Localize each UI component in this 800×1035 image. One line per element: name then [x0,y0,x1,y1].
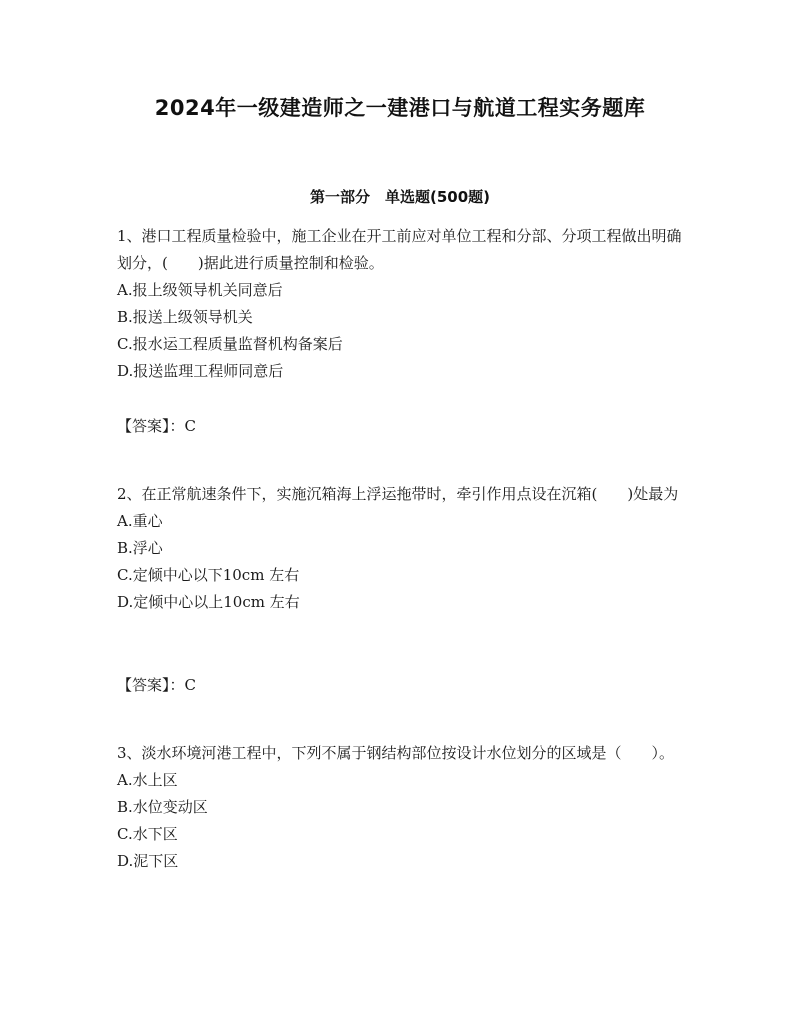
option-b: B.报送上级领导机关 [117,308,253,326]
option-a: A.重心 [117,512,163,530]
option-d: D.泥下区 [117,852,179,870]
option-b: B.浮心 [117,539,163,557]
section-title: 第一部分 单选题(500题) [309,188,491,206]
option-c: C.报水运工程质量监督机构备案后 [117,335,343,353]
option-d: D.报送监理工程师同意后 [117,362,284,380]
question-stem: 2、在正常航速条件下，实施沉箱海上浮运拖带时，牵引作用点设在沉箱( )处最为 [117,485,679,503]
answer-1: 【答案】：C [117,417,196,435]
document-title: 2024年一级建造师之一建港口与航道工程实务题库 [154,96,646,120]
option-d: D.定倾中心以上10cm 左右 [117,593,300,611]
option-a: A.报上级领导机关同意后 [117,281,283,299]
option-c: C.定倾中心以下10cm 左右 [117,566,300,584]
question-3 [117,740,683,875]
answer-2: 【答案】：C [117,676,196,694]
question-stem: 3、淡水环境河港工程中，下列不属于钢结构部位按设计水位划分的区域是（ ）。 [117,744,675,762]
question-1 [117,223,683,385]
option-c: C.水下区 [117,825,178,843]
question-stem: 1、港口工程质量检验中，施工企业在开工前应对单位工程和分部、分项工程做出明确划分，( )据此进行质量控制和检验。 [117,227,682,272]
option-b: B.水位变动区 [117,798,208,816]
question-2 [117,481,683,616]
option-a: A.水上区 [117,771,178,789]
